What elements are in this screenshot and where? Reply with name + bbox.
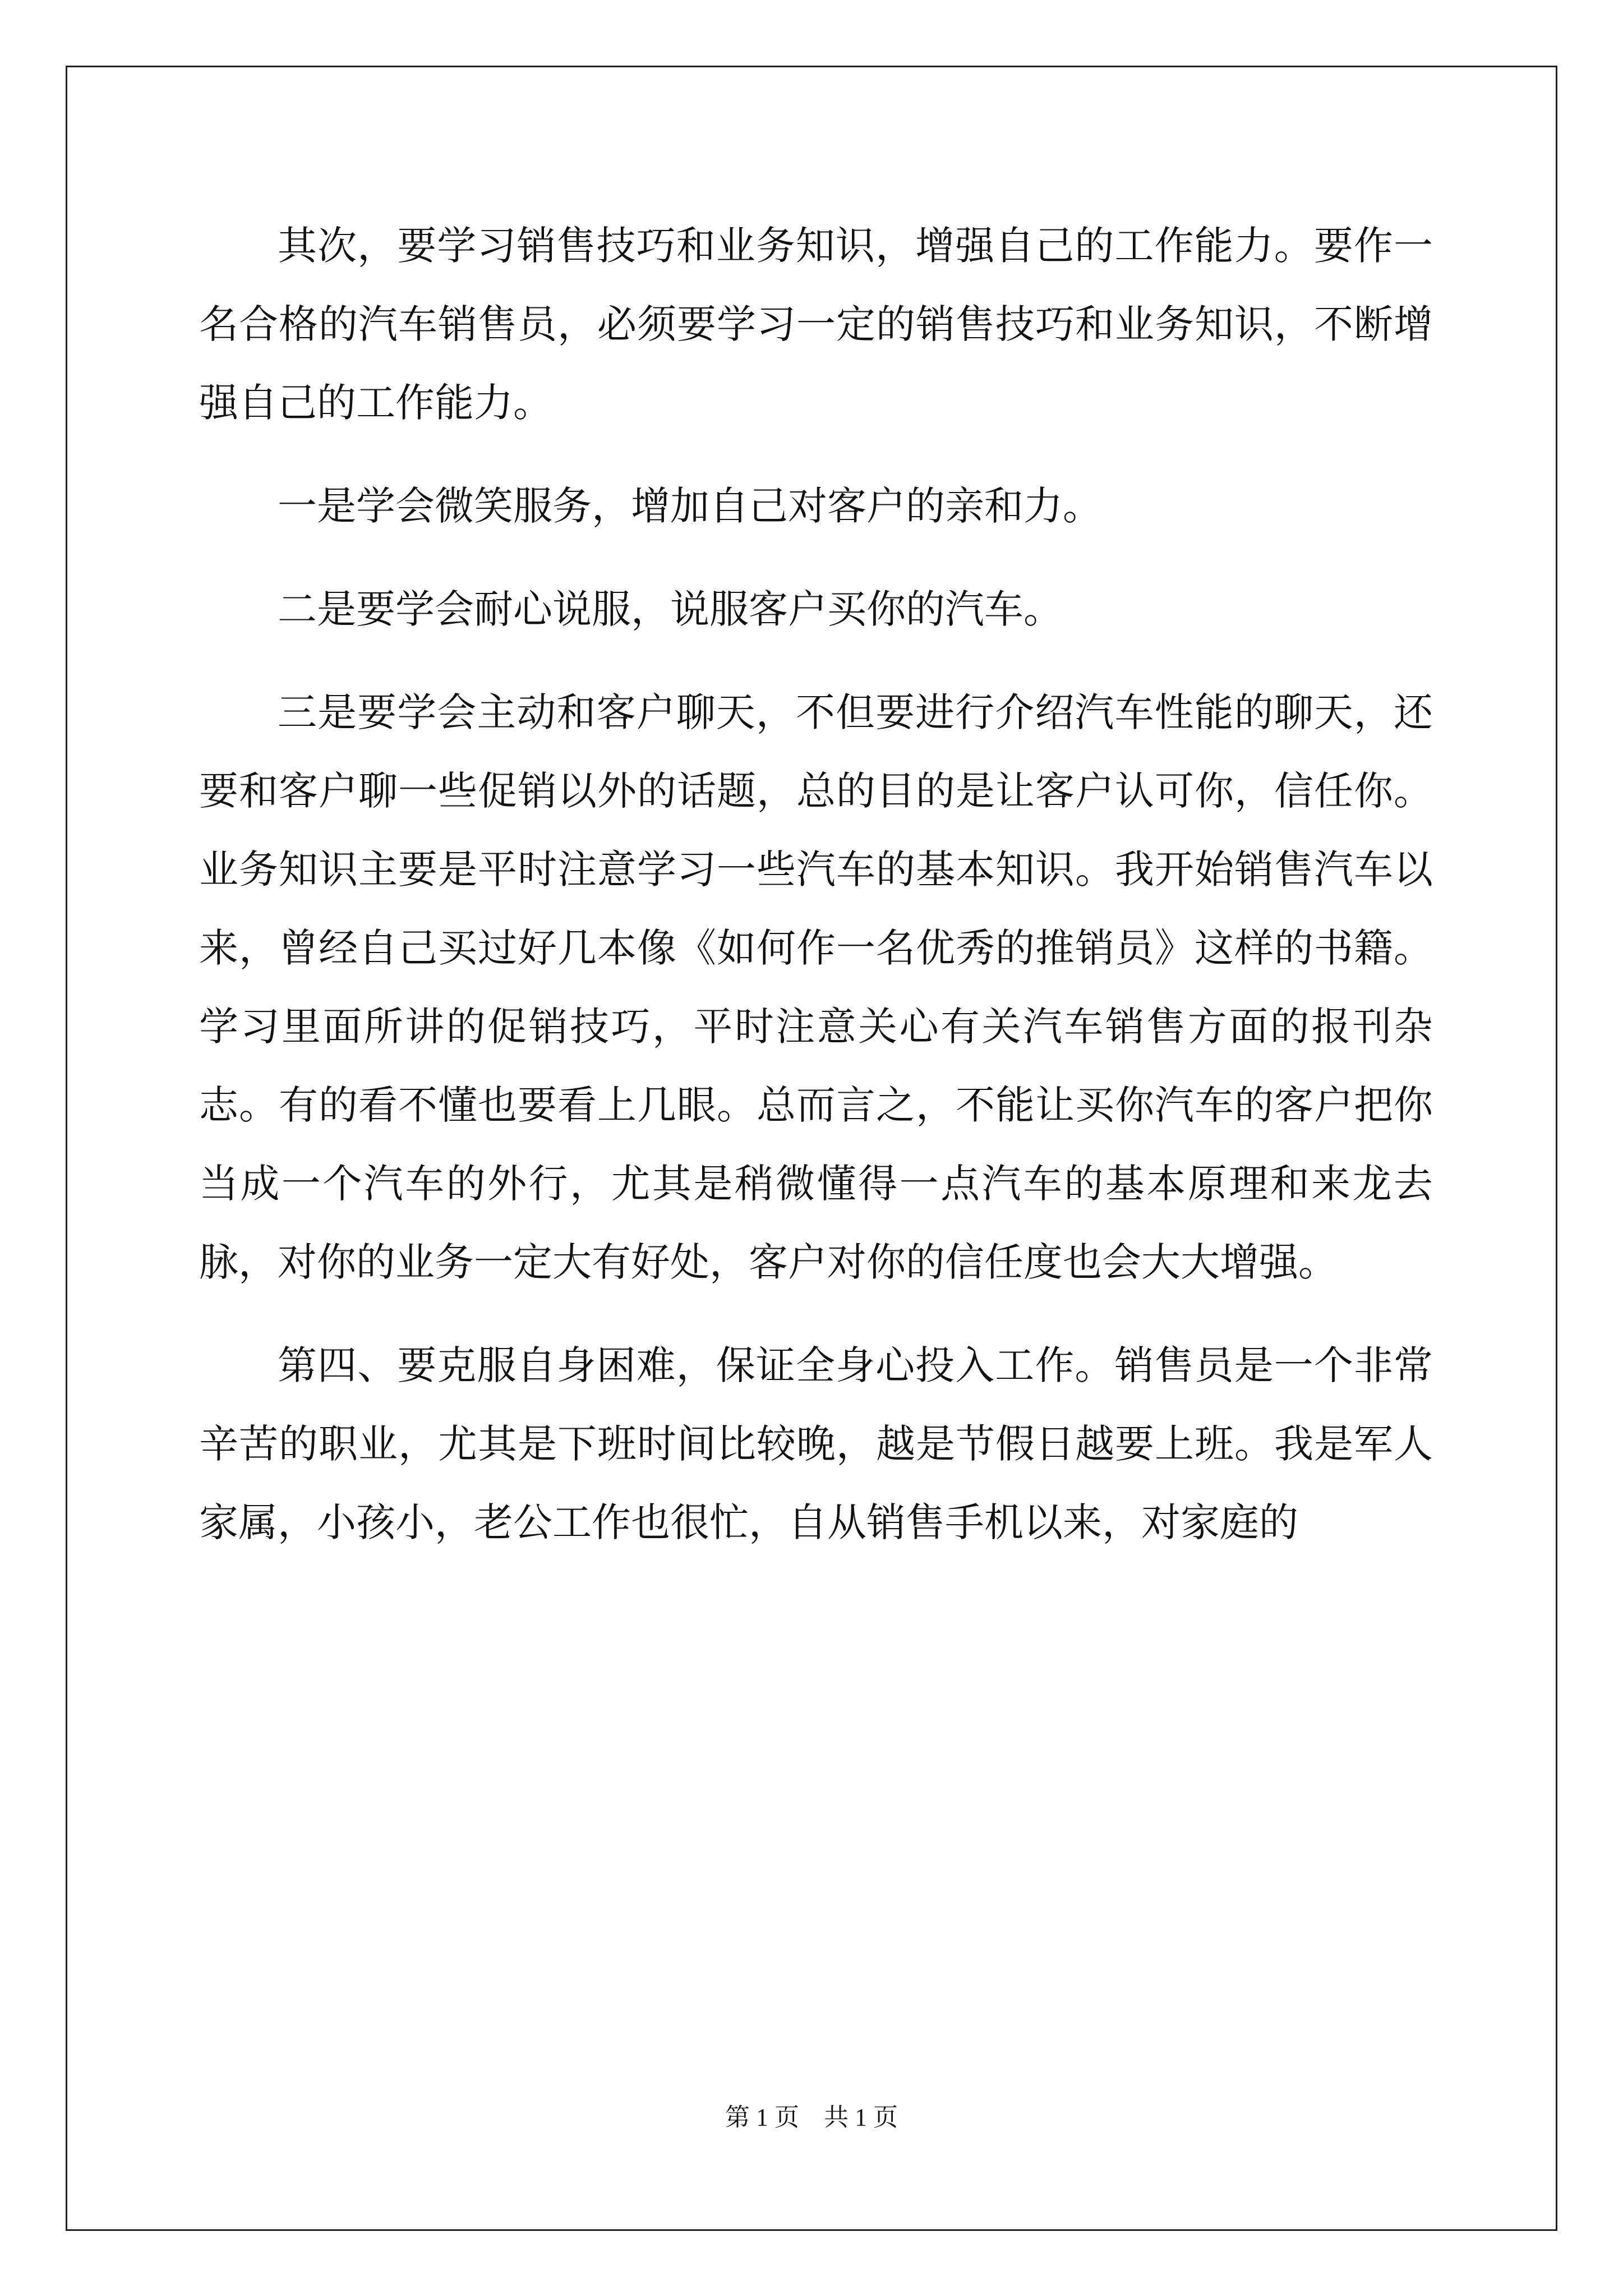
paragraph-4: 三是要学会主动和客户聊天，不但要进行介绍汽车性能的聊天，还要和客户聊一些促销以外的话题，总的目的是让客户认可你，信任你。业务知识主要是平时注意学习一些汽车的基本知识。我开始销售汽车以来，曾经自己买过好几本像《如何作一名优秀的推销员》这样的书籍。学习里面所讲的促销技巧，平时注意关心有关汽车销售方面的报刊杂志。有的看不懂也要看上几眼。总而言之，不能让买你汽车的客户把你当成一个汽车的外行，尤其是稍微懂得一点汽车的基本原理和来龙去脉，对你的业务一定大有好处，客户对你的信任度也会大大增强。 <box>199 689 1433 1285</box>
paragraph-3: 二是要学会耐心说服，说服客户买你的汽车。 <box>278 586 1063 632</box>
page-number-footer: 第 1 页 共 1 页 <box>725 2104 898 2131</box>
document-body <box>199 206 1433 1586</box>
paragraph-5: 第四、要克服自身困难，保证全身心投入工作。销售员是一个非常辛苦的职业，尤其是下班时间比较晚，越是节假日越要上班。我是军人家属，小孩小，老公工作也很忙，自从销售手机以来，对家庭的 <box>199 1342 1433 1545</box>
paragraph-2: 一是学会微笑服务，增加自己对客户的亲和力。 <box>278 483 1102 529</box>
paragraph-1: 其次，要学习销售技巧和业务知识，增强自己的工作能力。要作一名合格的汽车销售员，必须要学习一定的销售技巧和业务知识，不断增强自己的工作能力。 <box>199 223 1433 426</box>
